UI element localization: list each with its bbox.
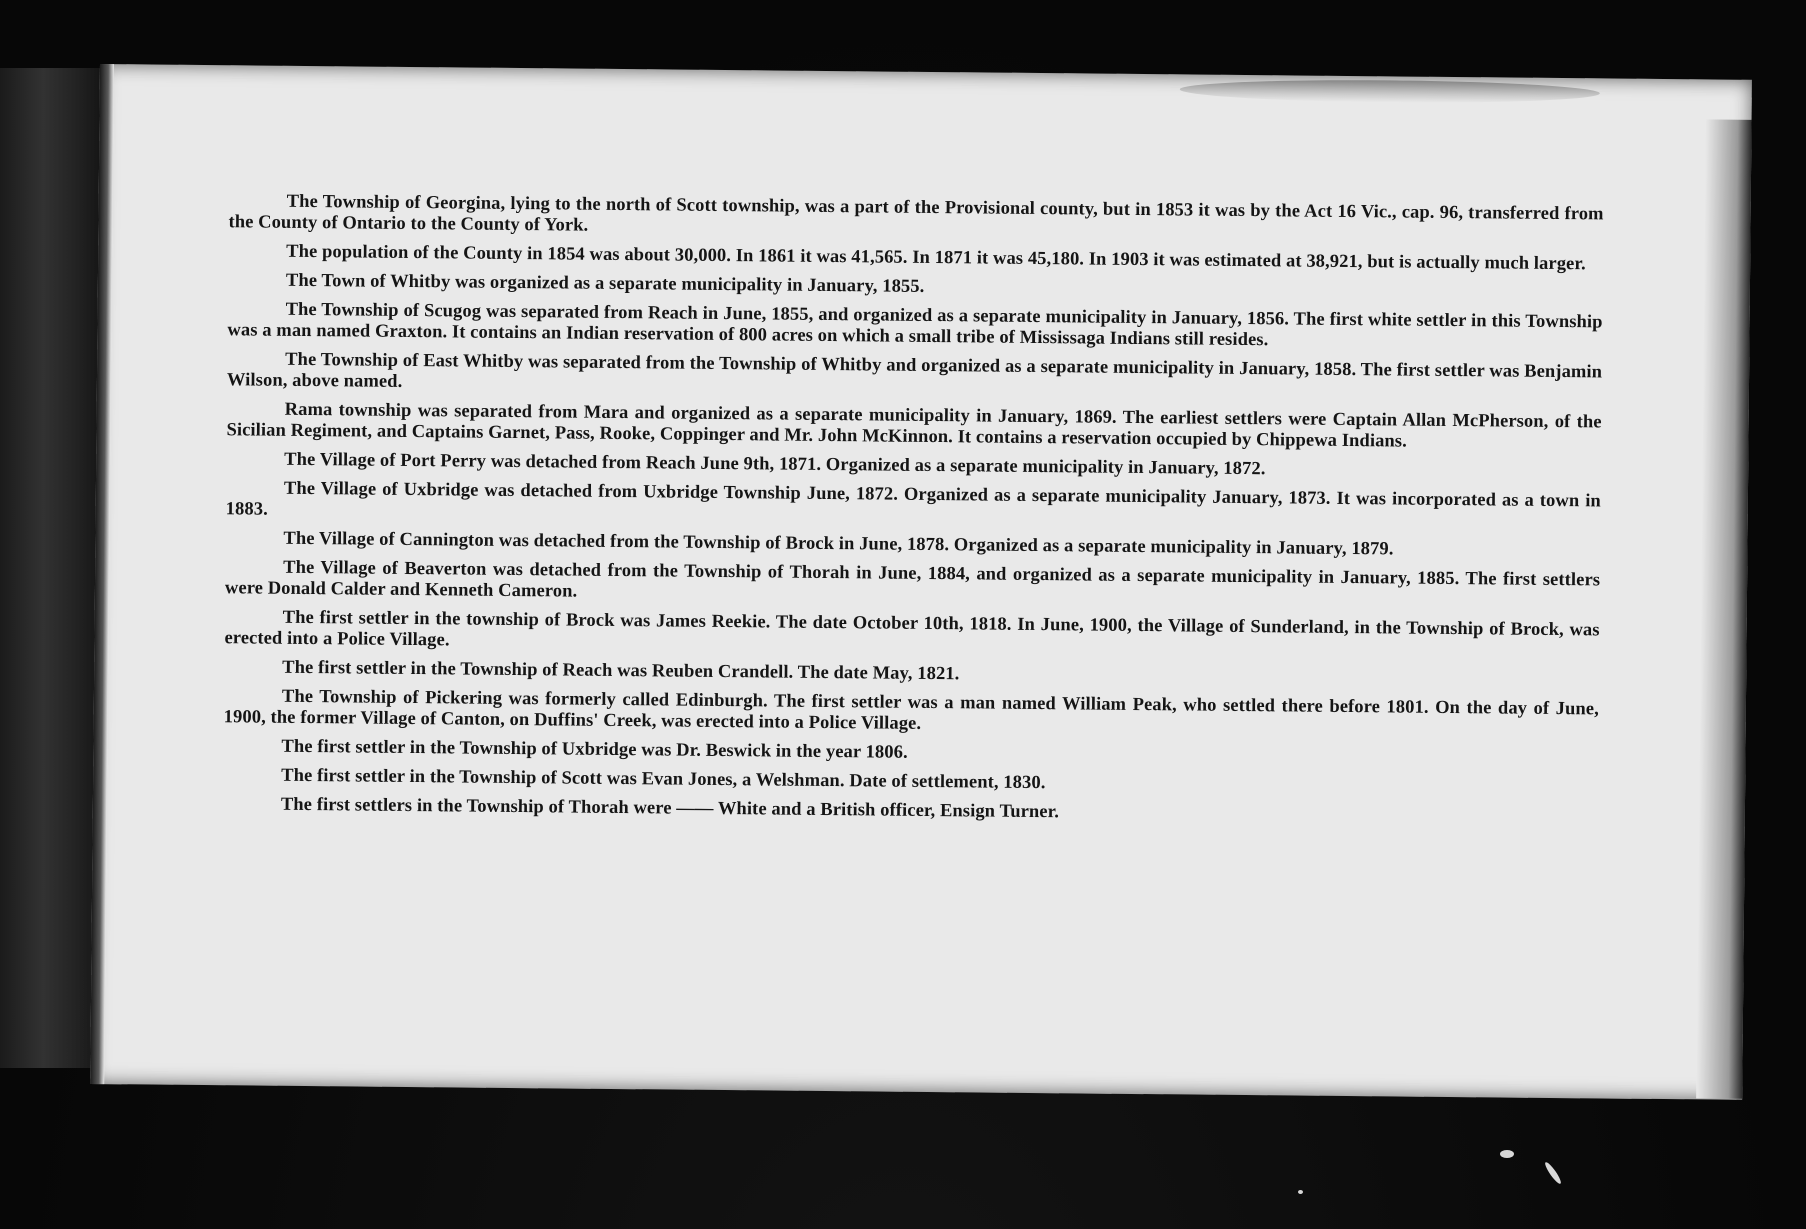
- paragraph-population: The population of the County in 1854 was about 30,000. In 1861 it was 41,565. In 1871 it was 45,180. In 1903 it was estimated at 38,921, but is actually much larger.: [286, 241, 1586, 275]
- paragraph-uxbridge-village: The Village of Uxbridge was detached from Uxbridge Township June, 1872. Organized as a separate municipality January, 1873. It was incorporated as a town in 1883.: [225, 478, 1601, 520]
- paragraph-thorah: The first settlers in the Township of Thorah were —— White and a British officer, Ensign Turner.: [280, 794, 1060, 823]
- paragraph-scott: The first settler in the Township of Scott was Evan Jones, a Welshman. Date of settlement, 1830.: [281, 765, 1046, 794]
- paragraph-brock: The first settler in the township of Brock was James Reekie. The date October 10th, 1818. In June, 1900, the Village of Sunderland, in the Township of Brock, was erected into a Police Village.: [224, 607, 1600, 651]
- paragraph-east-whitby: The Township of East Whitby was separated from the Township of Whitby and organized as a separate municipality in January, 1858. The first settler was Benjamin Wilson, above named.: [226, 349, 1603, 392]
- paragraph-uxbridge-township: The first settler in the Township of Uxbridge was Dr. Beswick in the year 1806.: [281, 736, 908, 763]
- paragraph-cannington: The Village of Cannington was detached from the Township of Brock in June, 1878. Organized as a separate municipality in January, 1879.: [283, 528, 1394, 560]
- speck: [1298, 1190, 1303, 1194]
- paragraph-scugog: The Township of Scugog was separated from Reach in June, 1855, and organized as a separate municipality in January, 1856. The first white settler in this Township was a man named Graxton. It contains an Indian reservation of 800 acres on which a small tribe of Mississaga Indians still resides.: [227, 299, 1603, 351]
- paragraph-port-perry: The Village of Port Perry was detached from Reach June 9th, 1871. Organized as a separate municipality in January, 1872.: [284, 449, 1266, 480]
- paragraph-whitby-town: The Town of Whitby was organized as a separate municipality in January, 1855.: [285, 270, 925, 297]
- paragraph-reach: The first settler in the Township of Reach was Reuben Crandell. The date May, 1821.: [282, 657, 960, 685]
- page-top-smudge: [1180, 78, 1600, 104]
- paragraph-rama: Rama township was separated from Mara and organized as a separate municipality in January, 1869. The earliest settlers were Captain Allan McPherson, of the Sicilian Regiment, and Captains Garnet, Pass, Rooke, Coppinger and Mr. John McKinnon. It contains a reservation occupied by Chippewa Indians.: [226, 399, 1602, 452]
- document-page: [90, 64, 1752, 1100]
- speck: [1500, 1150, 1514, 1158]
- paragraph-georgina: The Township of Georgina, lying to the north of Scott township, was a part of the Provisional county, but in 1853 it was by the Act 16 Vic., cap. 96, transferred from the County of Ontario to the County of York.: [228, 191, 1604, 236]
- paragraph-pickering: The Township of Pickering was formerly called Edinburgh. The first settler was a man named William Peak, who settled there before 1801. On the day of June, 1900, the former Village of Canton, on Duffins' Creek, was erected into a Police Village.: [223, 686, 1599, 734]
- speck: [1543, 1161, 1563, 1186]
- page-text: [223, 191, 1604, 836]
- paragraph-beaverton: The Village of Beaverton was detached from the Township of Thorah in June, 1884, and organized as a separate municipality in January, 1885. The first settlers were Donald Calder and Kenneth Cameron.: [224, 557, 1601, 602]
